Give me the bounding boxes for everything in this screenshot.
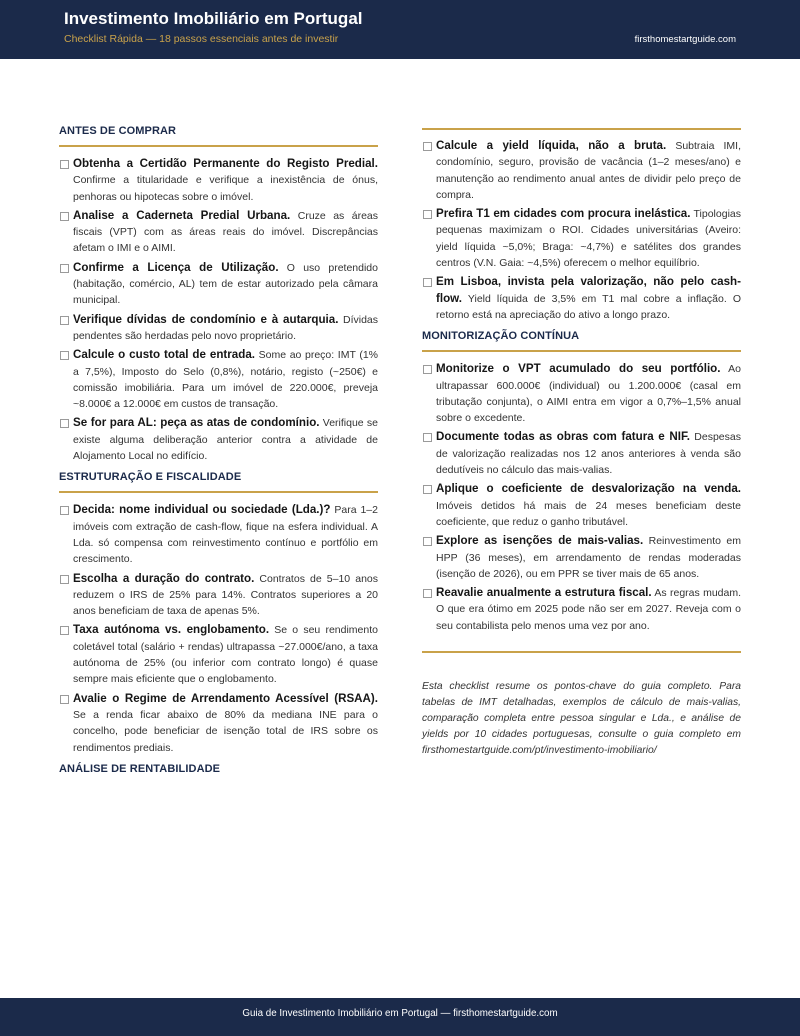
checkbox[interactable] — [60, 506, 69, 515]
checklist-item — [59, 156, 378, 205]
item-lead: Decida: nome individual ou sociedade (Lda.)? — [73, 503, 331, 517]
checkbox[interactable] — [423, 278, 432, 287]
item-body: Confirme a titularidade e verifique a inexistência de ónus, penhoras ou hipotecas sobre o imóvel. — [73, 174, 378, 203]
checkbox[interactable] — [423, 142, 432, 151]
item-body: Se a renda ficar abaixo de 80% da mediana INE para o concelho, pode beneficiar de isenção total de IRS sobre os rendimentos prediais. — [73, 708, 378, 754]
item-lead: Prefira T1 em cidades com procura inelástica. — [436, 207, 691, 221]
item-body: Se o seu rendimento coletável total (salário + rendas) ultrapassa ~27.000€/ano, a taxa autónoma de 25% (ou inferior com contrato longo) é quase sempre mais eficiente que o englobamento. — [73, 624, 378, 686]
footer-text: Guia de Investimento Imobiliário em Portugal — firsthomestartguide.com — [242, 1008, 558, 1019]
checkbox[interactable] — [423, 485, 432, 494]
item-body: O uso pretendido (habitação, comércio, AL) tem de estar autorizado pela câmara municipal. — [73, 261, 378, 307]
checklist-item — [422, 206, 741, 271]
item-lead: Obtenha a Certidão Permanente do Registo Predial. — [73, 157, 378, 170]
left-column — [59, 125, 378, 792]
section-divider — [422, 128, 741, 130]
page-header — [0, 0, 800, 59]
item-body: As regras mudam. O que era ótimo em 2025 pode não ser em 2027. Reveja com o seu contabilista pelo menos uma vez por ano. — [436, 587, 742, 632]
checklist-item — [422, 481, 741, 530]
item-body: Despesas de valorização realizadas nos 12 anos anteriores à venda são dedutíveis no cálculo das mais-valias. — [436, 431, 741, 477]
item-body: Cruze as áreas fiscais (VPT) com as áreas reais do imóvel. Discrepâncias afetam o IMI e o AIMI. — [73, 209, 379, 255]
closing-note: Esta checklist resume os pontos-chave do guia completo. Para tabelas de IMT detalhadas, exemplos de cálculo de mais-valias, comparação completa entre pessoa singular e Lda., e análise de yields por 10 cidades portuguesas, consulte o guia completo em firsthomestartguide.com/pt/investimento-imobiliario/ — [422, 681, 741, 756]
checklist-monitorizacao — [422, 361, 741, 634]
item-body: Tipologias pequenas maximizam o ROI. Cidades universitárias (Aveiro: yield líquida ~5,0%; Braga: ~4,7%) e satélites dos grandes centros (V.N. Gaia: ~4,5%) oferecem o melhor equilíbrio. — [436, 208, 741, 270]
item-lead: Confirme a Licença de Utilização. — [73, 260, 279, 274]
item-body: Para 1–2 imóveis com extração de cash-flow, fique na esfera individual. A Lda. só compensa com reinvestimento contínuo e portfólio em crescimento. — [73, 504, 378, 566]
item-lead: Escolha a duração do contrato. — [73, 571, 255, 585]
item-lead: Calcule a yield líquida, não a bruta. — [436, 139, 667, 152]
checkbox[interactable] — [60, 351, 69, 360]
section-title-rentabilidade: ANÁLISE DE RENTABILIDADE — [59, 762, 221, 775]
item-body: Some ao preço: IMT (1% a 7,5%), Imposto do Selo (0,8%), notário, registo (~250€) e comissão imobiliária. Para um imóvel de 220.000€, preveja ~8.000€ a 12.000€ em custos de transação. — [73, 349, 378, 411]
page-subtitle: Checklist Rápida — 18 passos essenciais antes de investir — [64, 33, 339, 45]
checklist-item — [422, 429, 741, 478]
checklist-item — [422, 361, 741, 426]
checkbox[interactable] — [423, 537, 432, 546]
page-footer — [0, 998, 800, 1036]
item-lead: Em Lisboa, invista pela valorização, não pelo cash-flow. — [436, 275, 741, 305]
item-body: Yield líquida de 3,5% em T1 mal cobre a inflação. O retorno está na apreciação do ativo a longo prazo. — [436, 292, 741, 321]
checklist-item — [59, 347, 378, 412]
item-lead: Reavalie anualmente a estrutura fiscal. — [436, 586, 652, 600]
checklist-item — [59, 312, 378, 345]
item-lead: Documente todas as obras com fatura e NIF. — [436, 430, 690, 444]
checklist-item — [422, 533, 741, 582]
item-lead: Calcule o custo total de entrada. — [73, 348, 255, 362]
checklist-item — [422, 274, 741, 323]
checklist-estrutura — [59, 502, 378, 755]
item-lead: Explore as isenções de mais-valias. — [436, 534, 644, 548]
item-lead: Avalie o Regime de Arrendamento Acessível (RSAA). — [73, 691, 378, 705]
header-site-link[interactable]: firsthomestartguide.com — [634, 34, 736, 45]
item-body: Contratos de 5–10 anos reduzem o IRS de 25% para 14%. Contratos superiores a 20 anos beneficiam de taxa de apenas 5%. — [73, 572, 379, 618]
item-lead: Taxa autónoma vs. englobamento. — [73, 623, 270, 637]
checkbox[interactable] — [423, 210, 432, 219]
closing-divider — [422, 651, 741, 653]
checklist-rentabilidade — [422, 138, 741, 323]
checkbox[interactable] — [60, 316, 69, 325]
item-lead: Verifique dívidas de condomínio e à autarquia. — [73, 312, 339, 326]
checkbox[interactable] — [423, 433, 432, 442]
item-body: Reinvestimento em HPP (36 meses), em arrendamento de rendas moderadas (isenção de 2026), ou em PPR se tiver mais de 65 anos. — [436, 535, 741, 580]
item-lead: Analise a Caderneta Predial Urbana. — [73, 208, 291, 222]
checkbox[interactable] — [423, 365, 432, 374]
page-title: Investimento Imobiliário em Portugal — [64, 9, 363, 28]
checkbox[interactable] — [60, 626, 69, 635]
section-title-monitorizacao: MONITORIZAÇÃO CONTÍNUA — [422, 330, 741, 352]
checkbox[interactable] — [60, 212, 69, 221]
item-body: Verifique se existe alguma deliberação anterior contra a atividade de Alojamento Local no edifício. — [73, 417, 378, 463]
checklist-antes — [59, 156, 378, 464]
item-body: Subtraia IMI, condomínio, seguro, provisão de vacância (1–2 meses/ano) e manutenção ao rendimento anual antes de dividir pelo preço de compra. — [436, 140, 741, 201]
checkbox[interactable] — [60, 419, 69, 428]
item-body: Dívidas pendentes são herdadas pelo novo proprietário. — [73, 313, 378, 342]
checklist-item — [59, 502, 378, 567]
section-title-antes: ANTES DE COMPRAR — [59, 125, 378, 147]
item-lead: Se for para AL: peça as atas de condomínio. — [73, 416, 320, 430]
item-body: Ao ultrapassar 600.000€ (individual) ou 1.200.000€ (casal em tributação conjunta), o AIMI entra em vigor a 0,7%–1,5% anual sobre o excedente. — [436, 363, 741, 425]
checkbox[interactable] — [60, 160, 69, 169]
checklist-item — [59, 622, 378, 687]
checkbox[interactable] — [60, 575, 69, 584]
checklist-item — [422, 585, 741, 634]
checklist-item — [422, 138, 741, 203]
section-title-estrutura: ESTRUTURAÇÃO E FISCALIDADE — [59, 471, 378, 493]
checklist-item — [59, 208, 378, 257]
item-body: Imóveis detidos há mais de 24 meses beneficiam deste coeficiente, que reduz o ganho tributável. — [436, 499, 741, 528]
checklist-item — [59, 415, 378, 464]
checklist-item — [59, 260, 378, 309]
checkbox[interactable] — [60, 264, 69, 273]
checkbox[interactable] — [60, 695, 69, 704]
item-lead: Aplique o coeficiente de desvalorização na venda. — [436, 482, 741, 496]
checkbox[interactable] — [423, 589, 432, 598]
checklist-item — [59, 571, 378, 620]
right-column — [422, 128, 741, 637]
item-lead: Monitorize o VPT acumulado do seu portfólio. — [436, 362, 721, 376]
checklist-item — [59, 691, 378, 756]
